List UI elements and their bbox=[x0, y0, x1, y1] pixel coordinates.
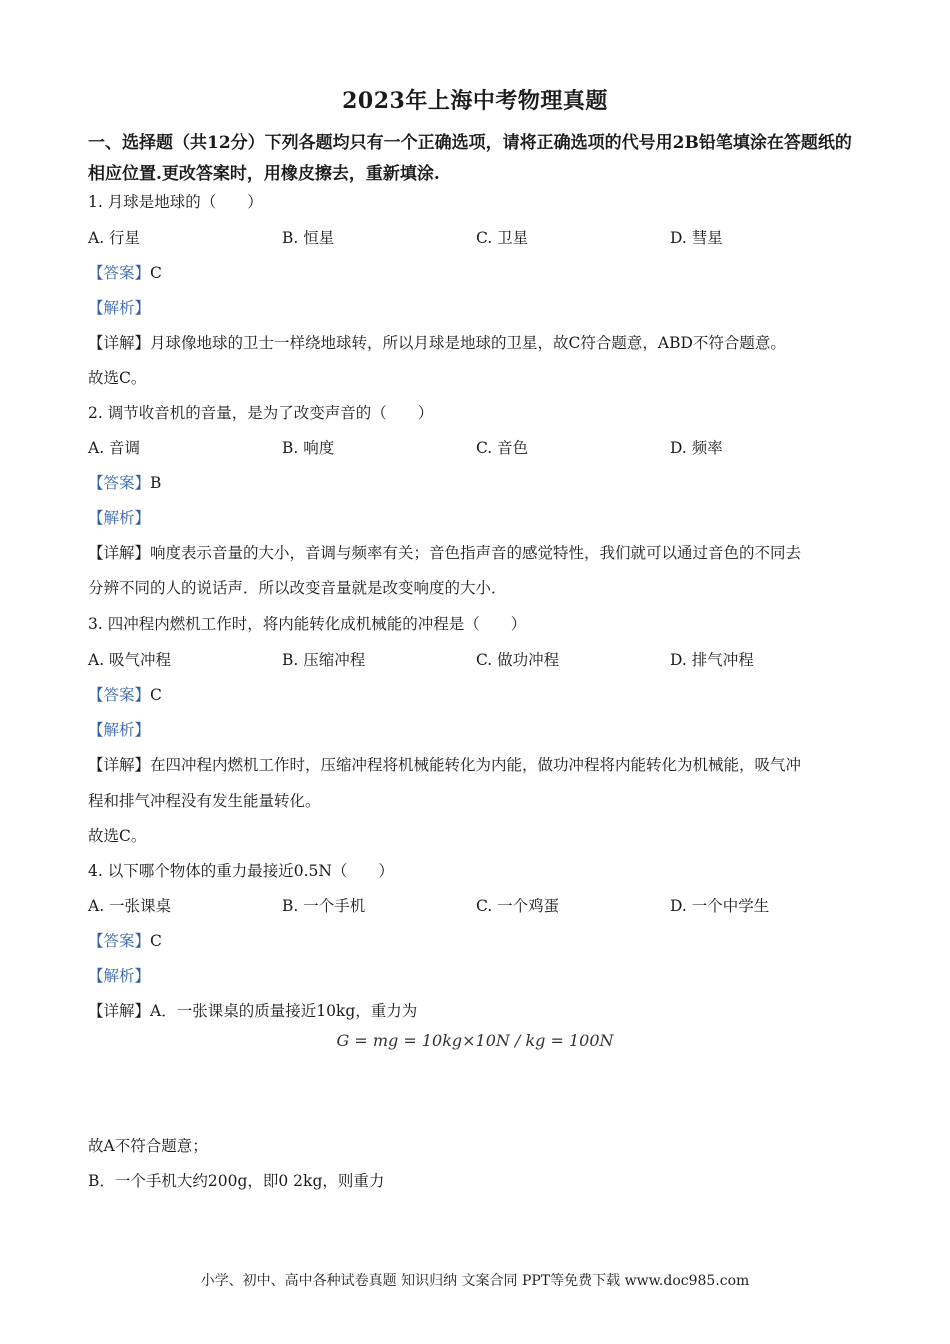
answer-value: C bbox=[150, 264, 162, 282]
detail-line bbox=[88, 331, 786, 353]
answer-label: 【答案】 bbox=[88, 932, 151, 950]
answer-value: C bbox=[150, 932, 162, 950]
answer-label: 【答案】 bbox=[88, 686, 151, 704]
conclusion: 故选C。 bbox=[88, 827, 147, 845]
option-c: C. 卫星 bbox=[476, 229, 529, 247]
detail-line bbox=[88, 753, 801, 775]
page-footer: 小学、初中、高中各种试卷真题 知识归纳 文案合同 PPT等免费下载 www.doc985.com bbox=[200, 1273, 750, 1289]
detail-continuation: B．一个手机大约200g，即0 2kg，则重力 bbox=[88, 1172, 385, 1190]
analysis-label: 【解析】 bbox=[88, 967, 151, 985]
detail-line bbox=[88, 541, 801, 563]
answer-line bbox=[88, 261, 162, 283]
analysis-label: 【解析】 bbox=[88, 299, 151, 317]
answer-line bbox=[88, 471, 161, 493]
option-a: A. 吸气冲程 bbox=[88, 651, 172, 669]
question-1: 1. 月球是地球的（ ） bbox=[88, 193, 263, 211]
option-c: C. 音色 bbox=[476, 439, 529, 457]
page-title: 2023年上海中考物理真题 bbox=[342, 88, 608, 114]
option-a: A. 行星 bbox=[88, 229, 141, 247]
answer-value: B bbox=[150, 474, 162, 492]
detail-line bbox=[88, 999, 417, 1021]
answer-line bbox=[88, 683, 162, 705]
answer-label: 【答案】 bbox=[88, 264, 151, 282]
question-3: 3. 四冲程内燃机工作时，将内能转化成机械能的冲程是（ ） bbox=[88, 615, 527, 633]
option-d: D. 一个中学生 bbox=[670, 897, 770, 915]
detail-text: 月球像地球的卫士一样绕地球转，所以月球是地球的卫星，故C符合题意，ABD不符合题意。 bbox=[150, 334, 786, 352]
option-b: B. 压缩冲程 bbox=[282, 651, 366, 669]
question-3-options bbox=[88, 648, 868, 672]
option-d: D. 彗星 bbox=[670, 229, 723, 247]
gravity-formula: G = mg = 10kg×10N / kg = 100N bbox=[336, 1031, 614, 1050]
analysis-label: 【解析】 bbox=[88, 509, 151, 527]
detail-label: 【详解】 bbox=[88, 544, 151, 562]
question-4: 4. 以下哪个物体的重力最接近0.5N（ ） bbox=[88, 862, 394, 880]
conclusion: 故A不符合题意； bbox=[88, 1137, 208, 1155]
option-c: C. 做功冲程 bbox=[476, 651, 560, 669]
option-b: B. 一个手机 bbox=[282, 897, 366, 915]
detail-continuation: 分辨不同的人的说话声．所以改变音量就是改变响度的大小． bbox=[88, 579, 507, 597]
question-1-options bbox=[88, 226, 868, 250]
option-d: D. 频率 bbox=[670, 439, 723, 457]
conclusion: 故选C。 bbox=[88, 369, 147, 387]
analysis-label: 【解析】 bbox=[88, 721, 151, 739]
question-4-options bbox=[88, 894, 868, 918]
option-b: B. 响度 bbox=[282, 439, 335, 457]
option-a: A. 一张课桌 bbox=[88, 897, 172, 915]
detail-text: 响度表示音量的大小，音调与频率有关；音色指声音的感觉特性，我们就可以通过音色的不同去 bbox=[150, 544, 802, 562]
detail-continuation: 程和排气冲程没有发生能量转化。 bbox=[88, 792, 321, 810]
option-b: B. 恒星 bbox=[282, 229, 335, 247]
option-a: A. 音调 bbox=[88, 439, 141, 457]
question-2-options bbox=[88, 436, 868, 460]
section-heading: 一、选择题（共12分）下列各题均只有一个正确选项，请将正确选项的代号用2B铅笔填涂在答题纸的相应位置.更改答案时，用橡皮擦去，重新填涂. bbox=[88, 133, 852, 184]
detail-text: A．一张课桌的质量接近10kg，重力为 bbox=[150, 1002, 418, 1020]
detail-text: 在四冲程内燃机工作时，压缩冲程将机械能转化为内能，做功冲程将内能转化为机械能，吸气冲 bbox=[150, 756, 802, 774]
option-c: C. 一个鸡蛋 bbox=[476, 897, 560, 915]
detail-label: 【详解】 bbox=[88, 1002, 151, 1020]
question-2: 2. 调节收音机的音量，是为了改变声音的（ ） bbox=[88, 404, 434, 422]
answer-line bbox=[88, 929, 162, 951]
answer-label: 【答案】 bbox=[88, 474, 151, 492]
detail-label: 【详解】 bbox=[88, 756, 151, 774]
answer-value: C bbox=[150, 686, 162, 704]
option-d: D. 排气冲程 bbox=[670, 651, 754, 669]
detail-label: 【详解】 bbox=[88, 334, 151, 352]
